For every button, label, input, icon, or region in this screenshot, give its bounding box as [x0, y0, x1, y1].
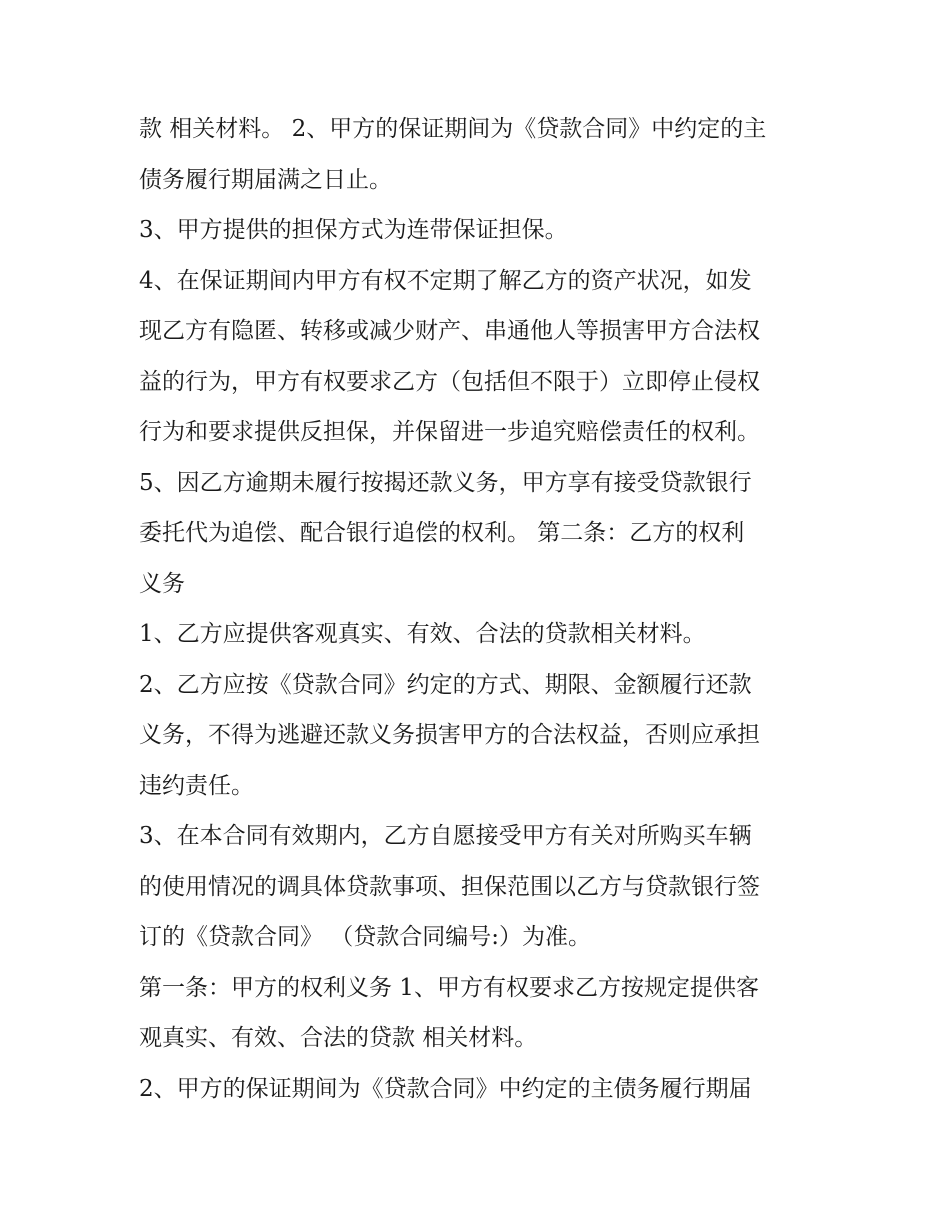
text-line: 益的行为，甲方有权要求乙方（包括但不限于）立即停止侵权: [139, 368, 760, 395]
text-line: 债务履行期届满之日止。: [139, 166, 392, 193]
text-line: 义务: [139, 570, 185, 597]
text-line: 观真实、有效、合法的贷款 相关材料。: [139, 1025, 538, 1051]
text-line: 委托代为追偿、配合银行追偿的权利。 第二条：乙方的权利: [139, 520, 745, 546]
text-line: 4、在保证期间内甲方有权不定期了解乙方的资产状况，如发: [139, 267, 752, 294]
text-line: 第一条：甲方的权利义务 1、甲方有权要求乙方按规定提供客: [139, 974, 759, 1001]
text-line: 的使用情况的调具体贷款事项、担保范围以乙方与贷款银行签: [139, 873, 760, 900]
text-line: 2、甲方的保证期间为《贷款合同》中约定的主债务履行期届: [139, 1075, 752, 1102]
text-line: 1、乙方应提供客观真实、有效、合法的贷款相关材料。: [139, 621, 706, 647]
text-line: 订的《贷款合同》 （贷款合同编号:）为准。: [139, 924, 592, 950]
text-line: 5、因乙方逾期未履行按揭还款义务，甲方享有接受贷款银行: [139, 469, 752, 496]
text-line: 3、甲方提供的担保方式为连带保证担保。: [139, 217, 568, 243]
text-line: 违约责任。: [139, 772, 254, 799]
text-line: 行为和要求提供反担保，并保留进一步追究赔偿责任的权利。: [139, 419, 760, 445]
text-line: 2、乙方应按《贷款合同》约定的方式、期限、金额履行还款: [139, 671, 752, 698]
document-body: [139, 104, 819, 1114]
text-line: 现乙方有隐匿、转移或减少财产、串通他人等损害甲方合法权: [139, 318, 760, 344]
text-line: 义务，不得为逃避还款义务损害甲方的合法权益，否则应承担: [139, 722, 760, 748]
text-line: 款 相关材料。 2、甲方的保证期间为《贷款合同》中约定的主: [139, 116, 767, 142]
text-line: 3、在本合同有效期内，乙方自愿接受甲方有关对所购买车辆: [139, 823, 752, 849]
